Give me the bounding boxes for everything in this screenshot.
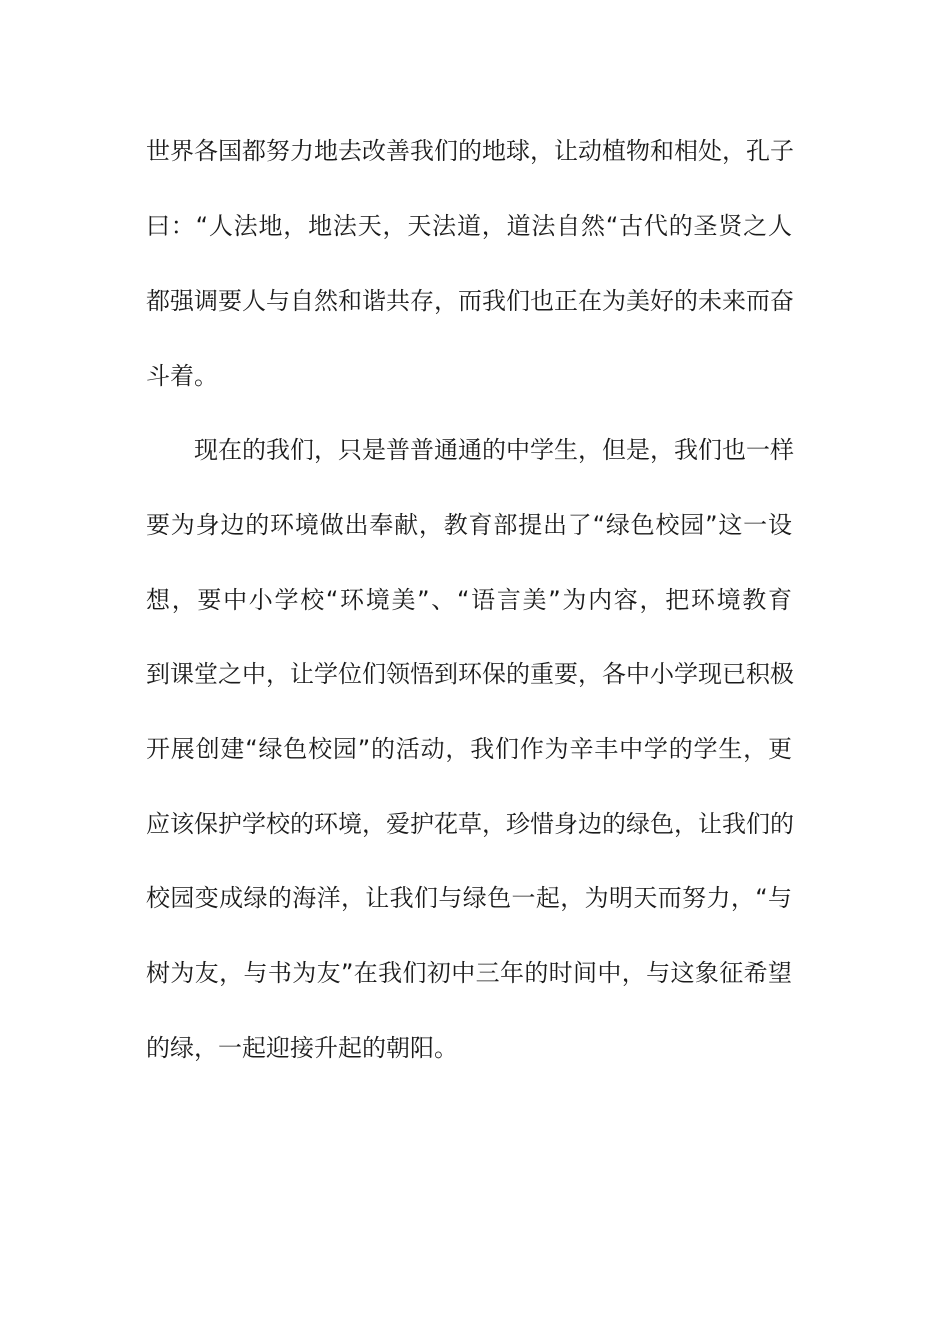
paragraph-2-line-5: 开展创建“绿色校园”的活动，我们作为辛丰中学的学生，更 xyxy=(146,735,792,763)
paragraph-2-line-3: 想，要中小学校“环境美”、“语言美”为内容，把环境教育 xyxy=(146,586,792,614)
paragraph-1-line-4: 斗着。 xyxy=(146,362,218,390)
paragraph-2-line-8: 树为友，与书为友”在我们初中三年的时间中，与这象征希望 xyxy=(146,959,792,987)
paragraph-2-line-4: 到课堂之中，让学位们领悟到环保的重要，各中小学现已积极 xyxy=(146,660,794,688)
paragraph-2-line-1: 现在的我们，只是普普通通的中学生，但是，我们也一样 xyxy=(194,436,794,464)
paragraph-2-line-2: 要为身边的环境做出奉献，教育部提出了“绿色校园”这一设 xyxy=(146,511,792,539)
paragraph-2-line-6: 应该保护学校的环境，爱护花草，珍惜身边的绿色，让我们的 xyxy=(146,810,794,838)
paragraph-1-line-3: 都强调要人与自然和谐共存，而我们也正在为美好的未来而奋 xyxy=(146,287,794,315)
paragraph-2-line-9: 的绿，一起迎接升起的朝阳。 xyxy=(146,1034,458,1062)
paragraph-1-line-2: 曰：“人法地，地法天，天法道，道法自然“古代的圣贤之人 xyxy=(146,212,792,240)
paragraph-1-line-1: 世界各国都努力地去改善我们的地球，让动植物和相处，孔子 xyxy=(146,137,794,165)
paragraph-2-line-7: 校园变成绿的海洋，让我们与绿色一起，为明天而努力，“与 xyxy=(146,884,792,912)
